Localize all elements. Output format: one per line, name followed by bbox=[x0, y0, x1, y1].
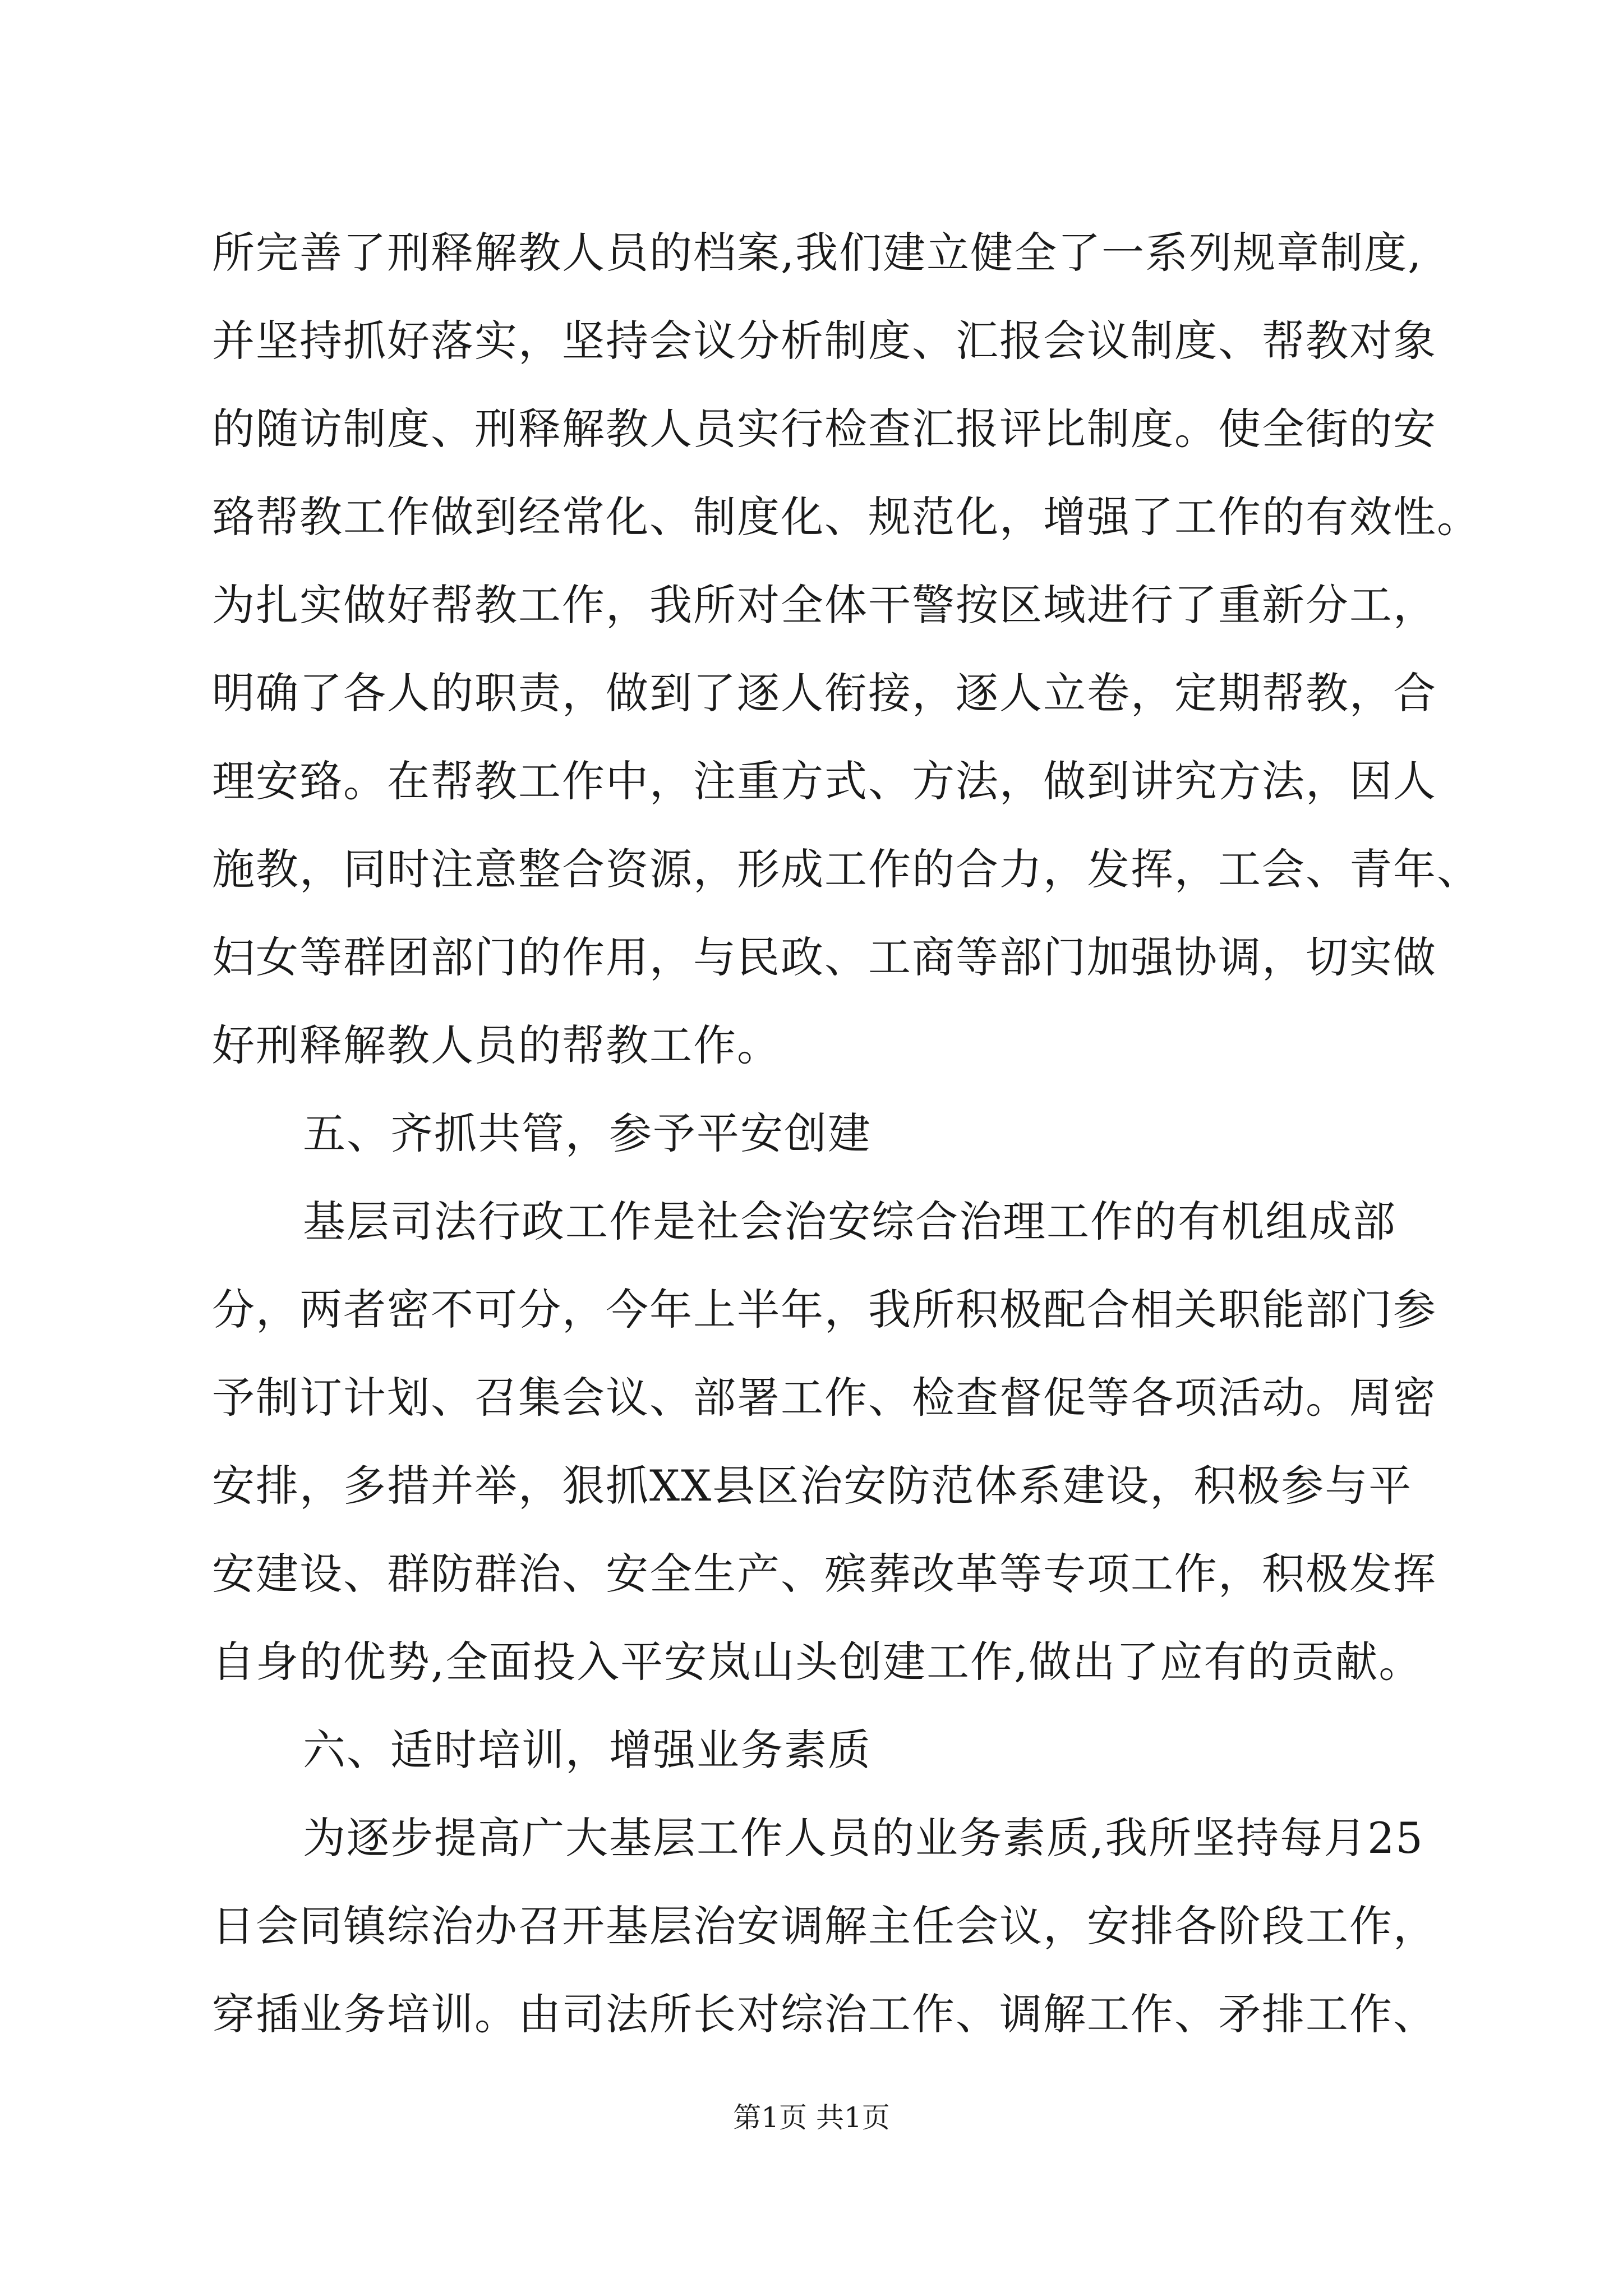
body-line: 明确了各人的职责，做到了逐人衔接，逐人立卷，定期帮教，合 bbox=[212, 668, 1437, 718]
body-line: 臵帮教工作做到经常化、制度化、规范化，增强了工作的有效性。 bbox=[212, 492, 1481, 542]
body-line: 基层司法行政工作是社会治安综合治理工作的有机组成部 bbox=[303, 1197, 1396, 1246]
body-line: 并坚持抓好落实，坚持会议分析制度、汇报会议制度、帮教对象 bbox=[212, 316, 1437, 366]
body-line: 穿插业务培训。由司法所长对综治工作、调解工作、矛排工作、 bbox=[212, 1989, 1437, 2039]
section-heading: 五、齐抓共管，参予平安创建 bbox=[303, 1108, 872, 1158]
body-line: 理安臵。在帮教工作中，注重方式、方法，做到讲究方法，因人 bbox=[212, 756, 1437, 806]
body-line: 安建设、群防群治、安全生产、殡葬改革等专项工作，积极发挥 bbox=[212, 1549, 1437, 1599]
body-line: 所完善了刑释解教人员的档案,我们建立健全了一系列规章制度, bbox=[212, 228, 1423, 278]
document-body bbox=[212, 222, 1496, 2072]
body-line: 安排，多措并举，狠抓XX县区治安防范体系建设，积极参与平 bbox=[212, 1461, 1413, 1511]
body-line: 妇女等群团部门的作用，与民政、工商等部门加强协调，切实做 bbox=[212, 932, 1437, 982]
body-line: 好刑释解教人员的帮教工作。 bbox=[212, 1020, 781, 1070]
page-footer: 第1页 共1页 bbox=[733, 2101, 890, 2134]
body-line: 的随访制度、刑释解教人员实行检查汇报评比制度。使全街的安 bbox=[212, 404, 1437, 454]
body-line: 为逐步提高广大基层工作人员的业务素质,我所坚持每月25 bbox=[303, 1813, 1424, 1863]
section-heading: 六、适时培训，增强业务素质 bbox=[303, 1725, 872, 1775]
body-line: 日会同镇综治办召开基层治安调解主任会议，安排各阶段工作， bbox=[212, 1901, 1437, 1951]
body-line: 施教，同时注意整合资源，形成工作的合力，发挥，工会、青年、 bbox=[212, 844, 1481, 894]
body-line: 为扎实做好帮教工作，我所对全体干警按区域进行了重新分工， bbox=[212, 580, 1437, 630]
body-line: 予制订计划、召集会议、部署工作、检查督促等各项活动。周密 bbox=[212, 1373, 1437, 1423]
body-line: 自身的优势,全面投入平安岚山头创建工作,做出了应有的贡献。 bbox=[212, 1637, 1423, 1687]
body-line: 分，两者密不可分，今年上半年，我所积极配合相关职能部门参 bbox=[212, 1285, 1437, 1335]
